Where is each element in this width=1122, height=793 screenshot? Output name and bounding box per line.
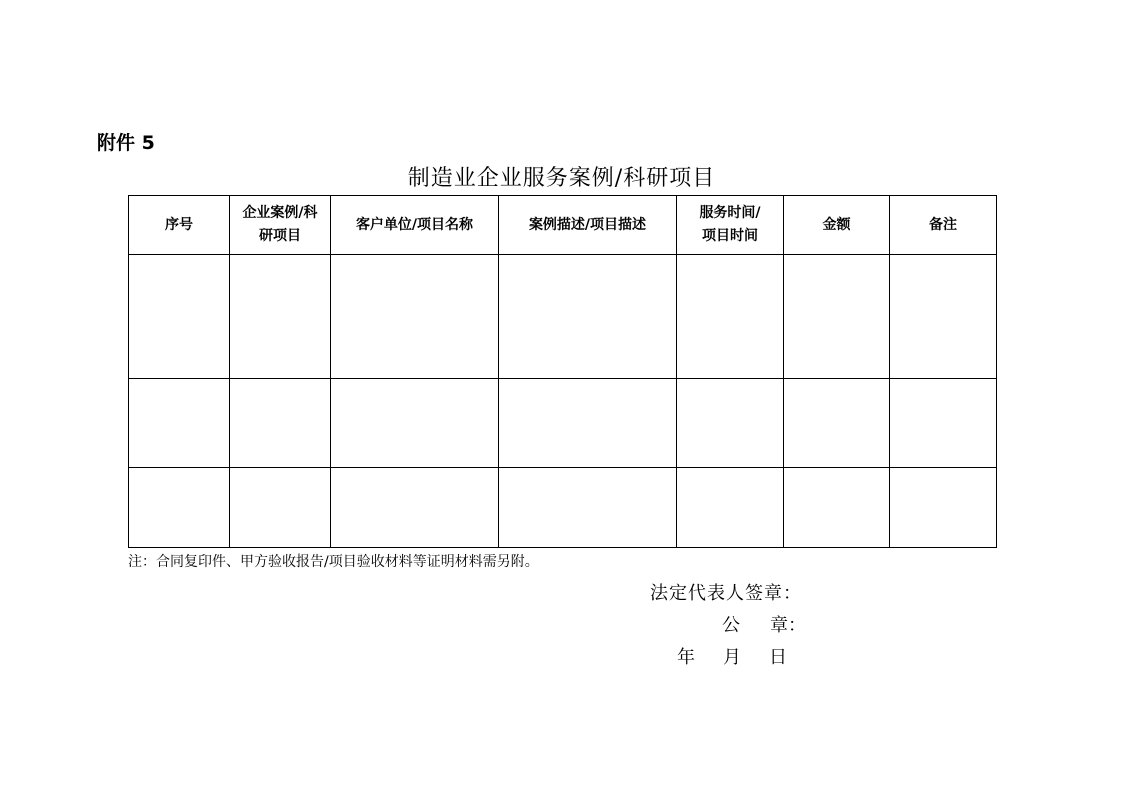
date-line (677, 646, 787, 670)
table-cell[interactable] (499, 379, 677, 468)
header-client-name: 客户单位/项目名称 (331, 196, 499, 255)
table-cell[interactable] (331, 255, 499, 379)
table-cell[interactable] (230, 255, 331, 379)
table-cell[interactable] (331, 379, 499, 468)
table-cell[interactable] (129, 379, 230, 468)
header-case-project: 企业案例/科 研项目 (230, 196, 331, 255)
seal-label-char: 公 (722, 615, 740, 636)
seal-label-suffix: 章： (770, 615, 806, 636)
header-remarks: 备注 (890, 196, 997, 255)
date-month-label: 月 (723, 647, 741, 668)
table-cell[interactable] (331, 468, 499, 548)
table-cell[interactable] (129, 468, 230, 548)
date-day-label: 日 (769, 647, 787, 668)
table-cell[interactable] (890, 468, 997, 548)
table-cell[interactable] (784, 379, 890, 468)
table-cell[interactable] (230, 468, 331, 548)
table-cell[interactable] (784, 255, 890, 379)
table-header-row (129, 196, 997, 255)
table-cell[interactable] (677, 468, 784, 548)
official-seal-label (722, 614, 806, 638)
table-cell[interactable] (784, 468, 890, 548)
table-cell[interactable] (890, 379, 997, 468)
table-row (129, 379, 997, 468)
header-time: 服务时间/ 项目时间 (677, 196, 784, 255)
header-description: 案例描述/项目描述 (499, 196, 677, 255)
table-cell[interactable] (890, 255, 997, 379)
header-serial-number: 序号 (129, 196, 230, 255)
date-year-label: 年 (677, 647, 695, 668)
record-table (128, 195, 997, 548)
table-cell[interactable] (499, 255, 677, 379)
attachment-label: 附件 5 (97, 132, 155, 154)
document-title: 制造业企业服务案例/科研项目 (407, 166, 716, 191)
table-cell[interactable] (677, 255, 784, 379)
table-cell[interactable] (230, 379, 331, 468)
legal-representative-signature-label: 法定代表人签章： (650, 583, 802, 604)
table-cell[interactable] (499, 468, 677, 548)
table-row (129, 468, 997, 548)
header-amount: 金额 (784, 196, 890, 255)
footnote: 注：合同复印件、甲方验收报告/项目验收材料等证明材料需另附。 (128, 554, 539, 570)
table-cell[interactable] (677, 379, 784, 468)
table-row (129, 255, 997, 379)
table-cell[interactable] (129, 255, 230, 379)
